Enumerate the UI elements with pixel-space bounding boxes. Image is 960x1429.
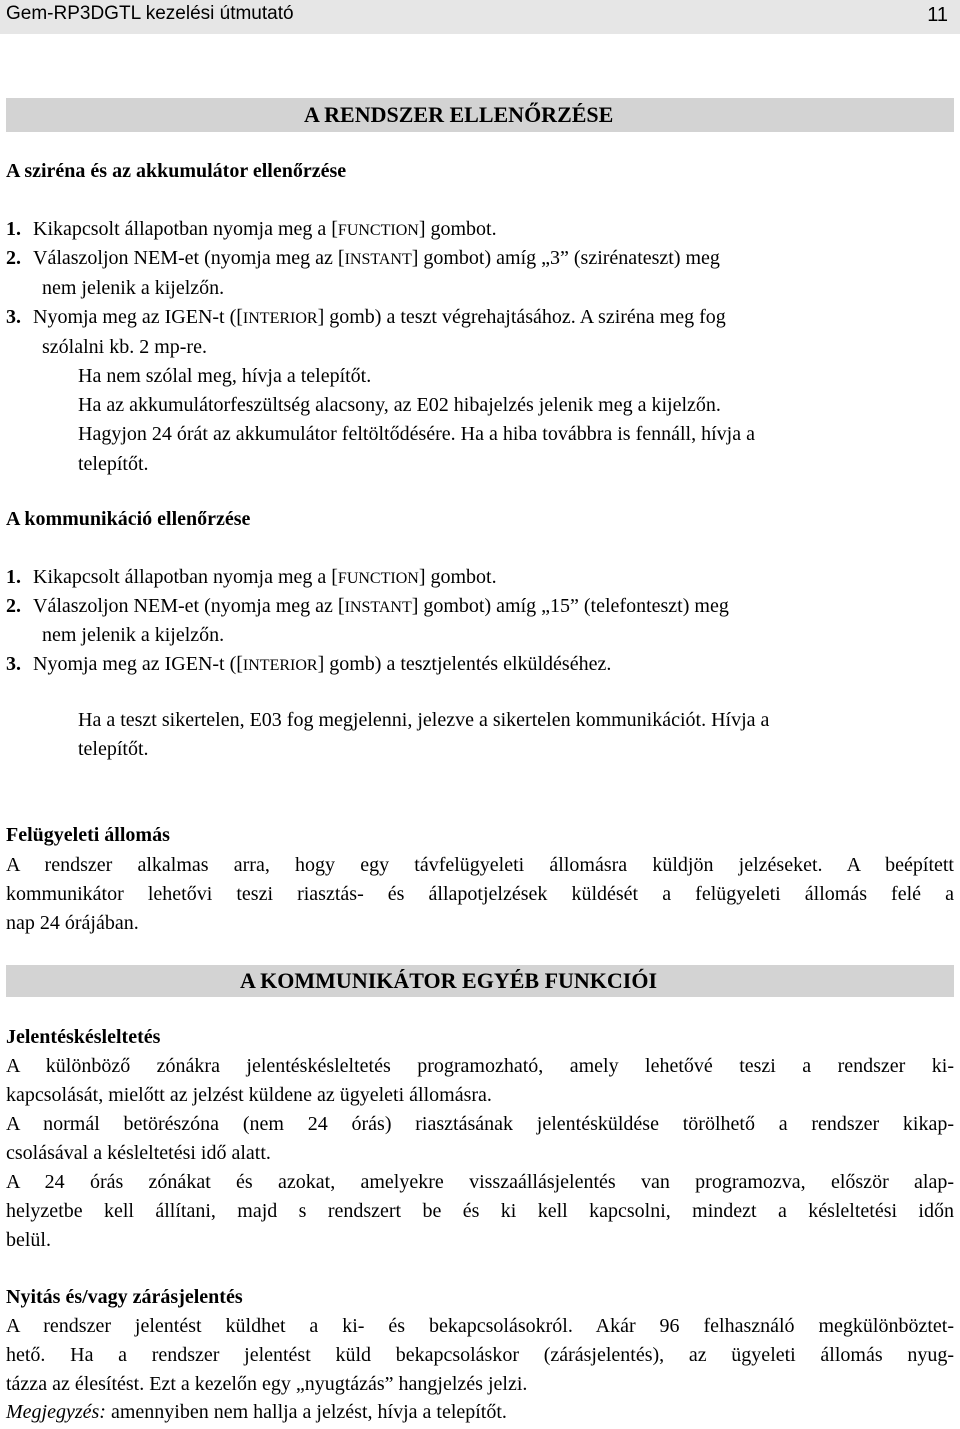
- monitoring-line-2: kommunikátor lehetővi teszi riasztás- és állapotjelzések küldését a felügyeleti állomás felé a: [6, 883, 954, 905]
- siren-note-3: Hagyjon 24 órát az akkumulátor feltöltődésére. Ha a hiba továbbra is fennáll, hívja a: [78, 423, 755, 445]
- document-title: Gem-RP3DGTL kezelési útmutató: [6, 3, 294, 24]
- delay-p3-line-2: helyzetbe kell állítani, majd s rendszert be és ki kell kapcsolni, mindezt a késleltetési időn: [6, 1200, 954, 1222]
- delay-p1-line-1: A különböző zónákra jelentéskésleltetés programozható, amely lehetővé teszi a rendszer ki-: [6, 1055, 954, 1077]
- openclose-line-3: tázza az élesítést. Ezt a kezelőn egy „nyugtázás” hangjelzés jelzi.: [6, 1373, 528, 1395]
- section-title-band: [6, 98, 954, 132]
- subsection-title-siren: A sziréna és az akkumulátor ellenőrzése: [6, 160, 347, 182]
- comm-step-2-cont: nem jelenik a kijelzőn.: [42, 624, 225, 646]
- siren-note-2: Ha az akkumulátorfeszültség alacsony, az E02 hibajelzés jelenik meg a kijelzőn.: [78, 394, 721, 416]
- delay-p2-line-1: A normál betörészóna (nem 24 órás) riasztásának jelentésküldése törölhető a rendszer kikap-: [6, 1113, 954, 1135]
- section-title-band: [6, 965, 954, 997]
- openclose-note: [6, 1401, 507, 1424]
- subsection-title-openclose: Nyitás és/vagy zárásjelentés: [6, 1286, 243, 1308]
- subsection-title-communication: A kommunikáció ellenőrzése: [6, 508, 251, 530]
- openclose-line-1: A rendszer jelentést küldhet a ki- és bekapcsolásokról. Akár 96 felhasználó megkülönböztet-: [6, 1315, 954, 1337]
- delay-p3-line-3: belül.: [6, 1229, 51, 1251]
- monitoring-line-1: A rendszer alkalmas arra, hogy egy távfelügyeleti állomásra küldjön jelzéseket. A beépített: [6, 854, 954, 876]
- monitoring-line-3: nap 24 órájában.: [6, 912, 139, 934]
- siren-step-2-cont: nem jelenik a kijelzőn.: [42, 277, 225, 299]
- page-header: [0, 0, 960, 34]
- openclose-line-2: hető. Ha a rendszer jelentést küld bekapcsoláskor (zárásjelentés), az ügyeleti állomás nyug-: [6, 1344, 954, 1366]
- note-text: amennyiben nem hallja a jelzést, hívja a telepítőt.: [105, 1401, 507, 1423]
- delay-p1-line-2: kapcsolását, mielőtt az jelzést küldene az ügyeleti állomásra.: [6, 1084, 492, 1106]
- siren-step-2: 2. Válaszoljon NEM-et (nyomja meg az [INSTANT] gombot) amíg „3” (szirénateszt) meg: [6, 247, 720, 269]
- note-label: Megjegyzés:: [6, 1401, 106, 1423]
- comm-note-2: telepítőt.: [78, 738, 149, 760]
- comm-step-3: 3. Nyomja meg az IGEN-t ([INTERIOR] gomb) a tesztjelentés elküldéséhez.: [6, 653, 612, 675]
- siren-step-3-cont: szólalni kb. 2 mp-re.: [42, 336, 207, 358]
- comm-step-1: 1. Kikapcsolt állapotban nyomja meg a [FUNCTION] gombot.: [6, 566, 497, 588]
- section-title: A KOMMUNIKÁTOR EGYÉB FUNKCIÓI: [240, 968, 658, 993]
- subsection-title-monitoring: Felügyeleti állomás: [6, 824, 170, 846]
- siren-step-3: 3. Nyomja meg az IGEN-t ([INTERIOR] gomb) a teszt végrehajtásához. A sziréna meg fog: [6, 306, 726, 328]
- comm-note-1: Ha a teszt sikertelen, E03 fog megjelenni, jelezve a sikertelen kommunikációt. Hívja a: [78, 709, 770, 731]
- section-title: A RENDSZER ELLENŐRZÉSE: [304, 102, 614, 127]
- siren-step-1: 1. Kikapcsolt állapotban nyomja meg a [FUNCTION] gombot.: [6, 218, 497, 240]
- comm-step-2: 2. Válaszoljon NEM-et (nyomja meg az [INSTANT] gombot) amíg „15” (telefonteszt) meg: [6, 595, 729, 617]
- siren-note-4: telepítőt.: [78, 453, 149, 475]
- page-number: 11: [927, 4, 948, 26]
- delay-p2-line-2: csolásával a késleltetési idő alatt.: [6, 1142, 271, 1164]
- delay-p3-line-1: A 24 órás zónákat és azokat, amelyekre visszaállásjelentés van programozva, először alap-: [6, 1171, 954, 1193]
- subsection-title-delay: Jelentéskésleltetés: [6, 1026, 161, 1048]
- siren-note-1: Ha nem szólal meg, hívja a telepítőt.: [78, 365, 372, 387]
